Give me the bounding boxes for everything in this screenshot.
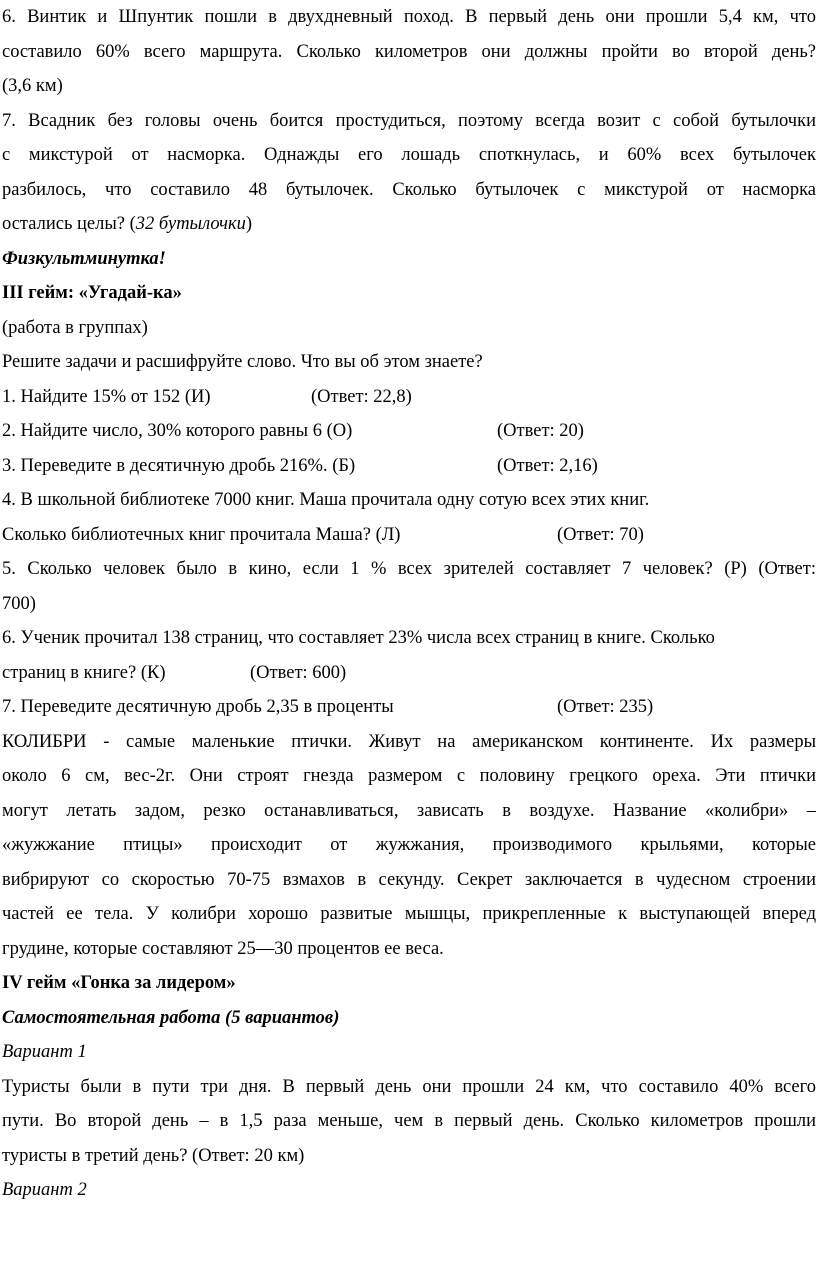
- text-line: могут летать задом, резко останавливаться, зависать в воздухе. Название «колибри» –: [2, 800, 816, 821]
- text-line: (работа в группах): [2, 317, 148, 338]
- text-line: [2, 207, 816, 242]
- text-line: 6. Винтик и Шпунтик пошли в двухдневный поход. В первый день они прошли 5,4 км, что: [2, 7, 816, 27]
- task-text: Сколько библиотечных книг прочитала Маша? (Л): [2, 524, 401, 545]
- task-line: [2, 414, 816, 449]
- task-answer: (Ответ: 2,16): [497, 455, 598, 476]
- task-line: [2, 449, 816, 484]
- text-line: 700): [2, 593, 36, 614]
- text-line: 4. В школьной библиотеке 7000 книг. Маша прочитала одну сотую всех этих книг.: [2, 490, 650, 510]
- text-line: Туристы были в пути три дня. В первый день они прошли 24 км, что составило 40% всего: [2, 1076, 816, 1097]
- text-line: 7. Всадник без головы очень боится простудиться, поэтому всегда возит с собой бутылочки: [2, 110, 816, 131]
- answer-italic: 32 бутылочки: [135, 214, 246, 234]
- text-line: с микстурой от насморка. Однажды его лошадь споткнулась, и 60% всех бутылочек: [2, 145, 816, 165]
- task-answer: (Ответ: 235): [557, 697, 654, 717]
- text-run: ): [245, 214, 253, 234]
- text-line: около 6 см, вес-2г. Они строят гнезда размером с половину грецкого ореха. Эти птички: [2, 766, 816, 786]
- text-line: вибрируют со скоростью 70-75 взмахов в секунду. Секрет заключается в чудесном строении: [2, 869, 816, 890]
- task-text: 7. Переведите десятичную дробь 2,35 в проценты: [2, 697, 394, 717]
- variant-heading: Вариант 1: [2, 1042, 87, 1062]
- section-heading: Самостоятельная работа (5 вариантов): [2, 1007, 340, 1028]
- task-answer: (Ответ: 70): [557, 524, 644, 545]
- task-line: [2, 380, 816, 415]
- task-text: 1. Найдите 15% от 152 (И): [2, 386, 211, 407]
- variant-heading: Вариант 2: [2, 1180, 87, 1200]
- text-line: туристы в третий день? (Ответ: 20 км): [2, 1145, 305, 1166]
- task-text: страниц в книге? (К): [2, 662, 166, 683]
- task-answer: (Ответ: 20): [497, 421, 584, 441]
- text-line: грудине, которые составляют 25—30 процентов ее веса.: [2, 938, 444, 959]
- task-answer: (Ответ: 22,8): [311, 386, 412, 407]
- text-line: (3,6 км): [2, 76, 63, 96]
- text-line: пути. Во второй день – в 1,5 раза меньше, чем в первый день. Сколько километров прошли: [2, 1111, 816, 1131]
- text-line: «жужжание птицы» происходит от жужжания, производимого крыльями, которые: [2, 835, 816, 855]
- task-line: [2, 690, 816, 725]
- text-line: 6. Ученик прочитал 138 страниц, что составляет 23% числа всех страниц в книге. Сколько: [2, 628, 715, 648]
- task-text: 3. Переведите в десятичную дробь 216%. (Б): [2, 455, 356, 476]
- task-answer: (Ответ: 600): [250, 662, 347, 683]
- text-run: остались целы? (: [2, 214, 136, 234]
- task-line: [2, 518, 816, 553]
- text-line: составило 60% всего маршрута. Сколько километров они должны пройти во второй день?: [2, 41, 816, 62]
- section-heading: III гейм: «Угадай-ка»: [2, 283, 182, 303]
- task-line: [2, 656, 816, 691]
- text-line: разбилось, что составило 48 бутылочек. Сколько бутылочек с микстурой от насморка: [2, 179, 816, 200]
- section-heading: Физкультминутка!: [2, 248, 166, 269]
- text-line: КОЛИБРИ - самые маленькие птички. Живут на американском континенте. Их размеры: [2, 731, 816, 752]
- text-line: Решите задачи и расшифруйте слово. Что вы об этом знаете?: [2, 352, 483, 372]
- text-line: частей ее тела. У колибри хорошо развитые мышцы, прикрепленные к выступающей вперед: [2, 904, 816, 924]
- text-line: 5. Сколько человек было в кино, если 1 % всех зрителей составляет 7 человек? (Р) (Ответ:: [2, 559, 816, 579]
- section-heading: IV гейм «Гонка за лидером»: [2, 973, 236, 993]
- task-text: 2. Найдите число, 30% которого равны 6 (О): [2, 421, 353, 441]
